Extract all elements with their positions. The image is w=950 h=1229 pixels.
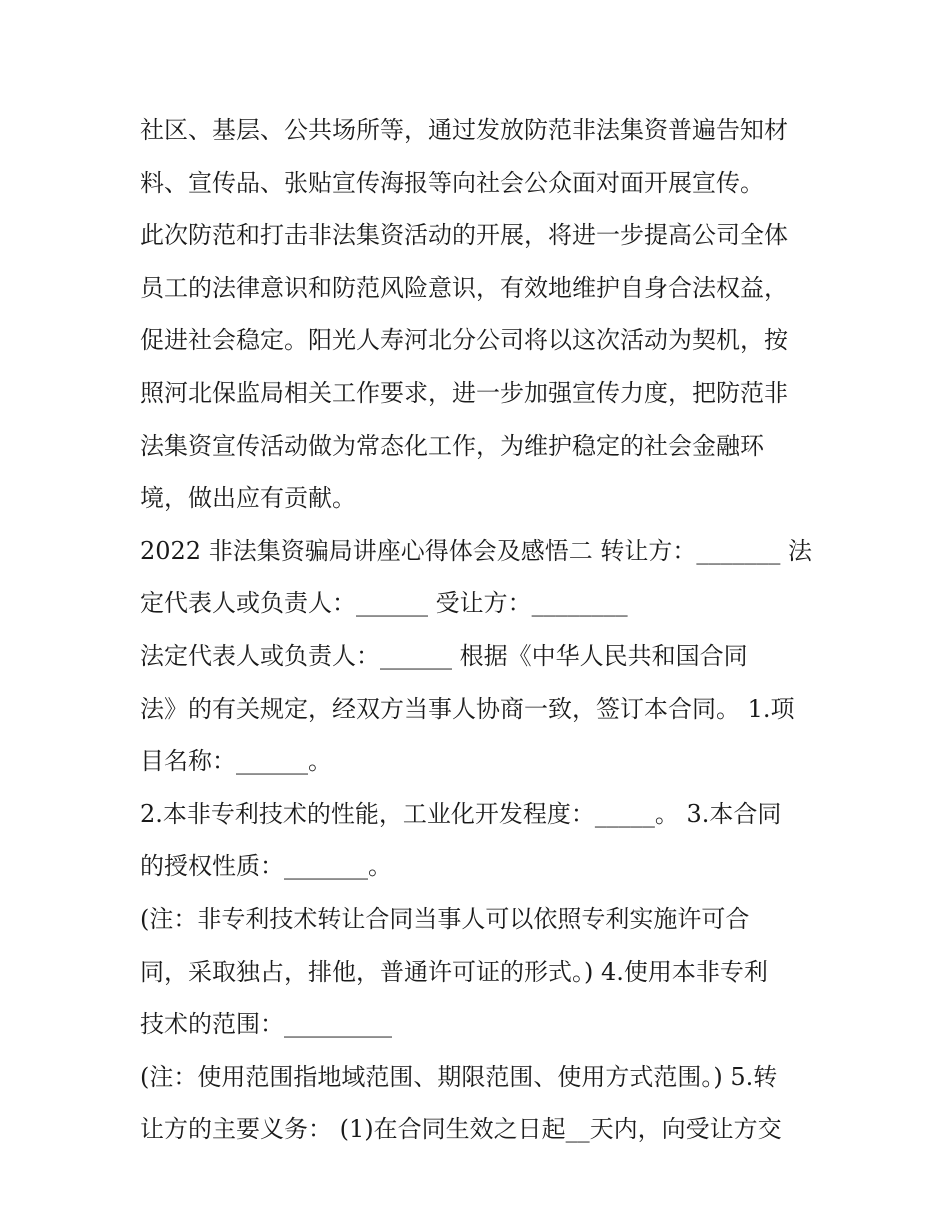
text-line-18: 技术的范围：_________ [140, 1010, 392, 1039]
text-line-20: 让方的主要义务： (1)在合同生效之日起__天内，向受让方交 [140, 1115, 782, 1144]
text-line-15: 的授权性质：_______。 [140, 852, 392, 881]
text-line-13: 目名称：______。 [140, 747, 332, 776]
text-line-14: 2.本非专利技术的性能，工业化开发程度：_____。 3.本合同 [140, 799, 782, 828]
text-line-17: 同，采取独占，排他，普通许可证的形式。) 4.使用本非专利 [140, 957, 768, 986]
document-body [140, 104, 820, 1156]
text-line-2: 料、宣传品、张贴宣传海报等向社会公众面对面开展宣传。 [140, 168, 764, 197]
text-line-8: 境，做出应有贡献。 [140, 484, 356, 513]
text-line-4: 员工的法律意识和防范风险意识，有效地维护自身合法权益， [140, 273, 788, 302]
text-line-6: 照河北保监局相关工作要求，进一步加强宣传力度，把防范非 [140, 378, 788, 407]
text-line-1: 社区、基层、公共场所等，通过发放防范非法集资普遍告知材 [140, 116, 788, 144]
text-line-12: 法》的有关规定，经双方当事人协商一致，签订本合同。 1.项 [140, 694, 795, 723]
text-line-19: (注：使用范围指地域范围、期限范围、使用方式范围。) 5.转 [140, 1062, 778, 1091]
text-line-5: 促进社会稳定。阳光人寿河北分公司将以这次活动为契机，按 [140, 326, 788, 355]
text-line-16: (注：非专利技术转让合同当事人可以依照专利实施许可合 [140, 904, 750, 933]
text-line-3: 此次防范和打击非法集资活动的开展，将进一步提高公司全体 [140, 221, 788, 250]
text-line-7: 法集资宣传活动做为常态化工作，为维护稳定的社会金融环 [140, 431, 764, 460]
text-line-11: 法定代表人或负责人：______ 根据《中华人民共和国合同 [140, 641, 748, 670]
text-line-9: 2022 非法集资骗局讲座心得体会及感悟二 转让方：_______ 法 [140, 536, 812, 565]
text-line-10: 定代表人或负责人：______ 受让方：________ [140, 589, 628, 618]
